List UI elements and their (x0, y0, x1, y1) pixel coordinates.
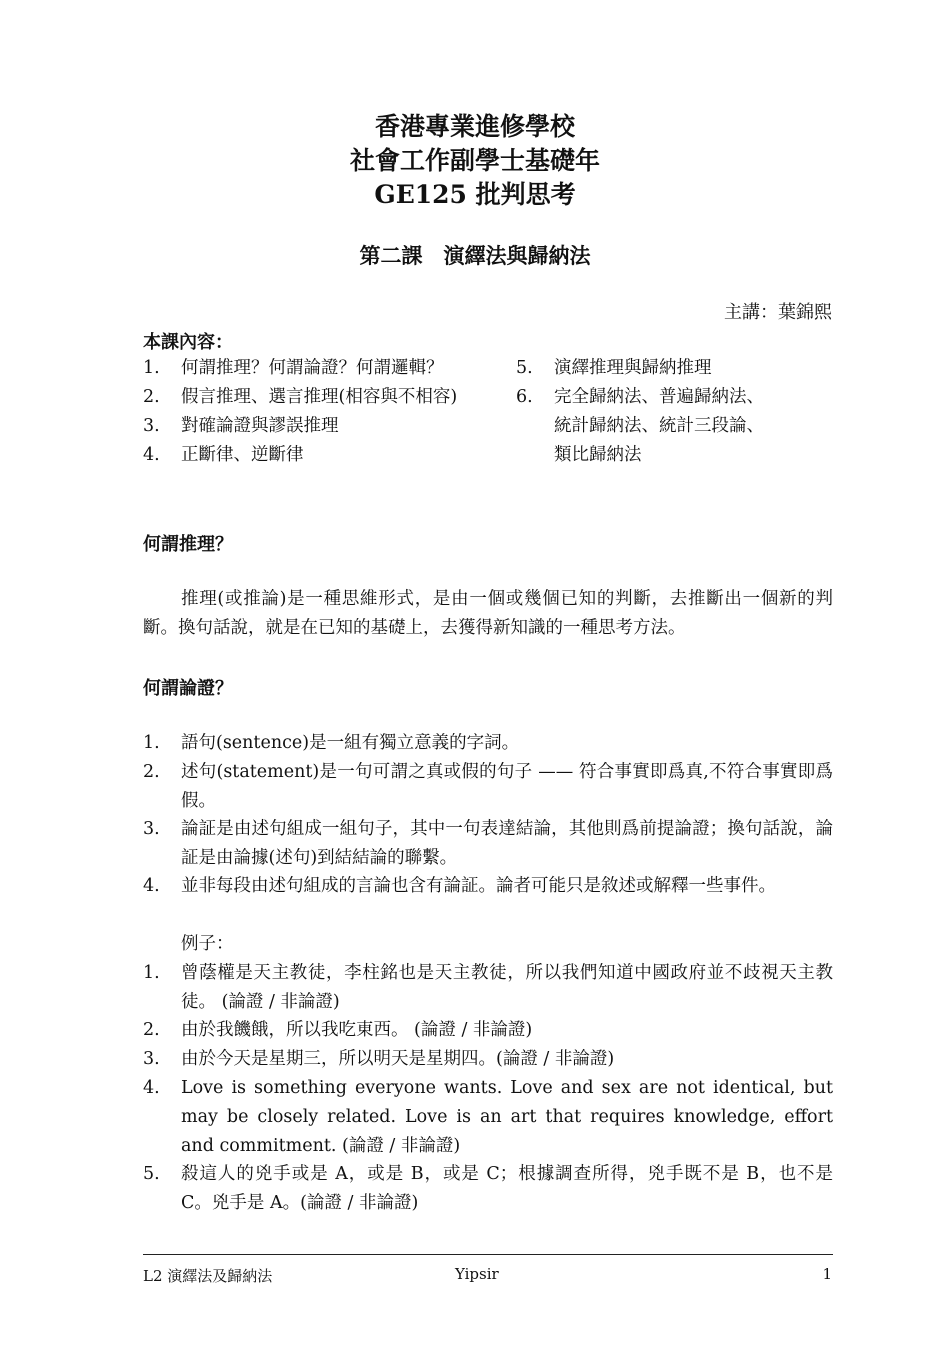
contents-heading: 本課內容： (143, 332, 233, 353)
program-title: 社會工作副學士基礎年 (349, 146, 600, 175)
reasoning-paragraph: 推理(或推論)是一種思維形式，是由一個或幾個已知的判斷，去推斷出一個新的判斷。換句話說，就是在已知的基礎上，去獲得新知識的一種思考方法。 (143, 589, 833, 638)
list-item: 4. 正斷律、逆斷律 (143, 445, 304, 465)
definition-item: 3. 論証是由述句組成一組句子，其中一句表達結論，其他則爲前提論證；換句話說，論証是由論據(述句)到結結論的聯繫。 (143, 819, 833, 868)
list-item: 類比歸納法 (554, 445, 642, 465)
example-item: 3. 由於今天是星期三，所以明天是星期四。(論證 / 非論證) (143, 1049, 615, 1069)
list-item: 2. 假言推理、選言推理(相容與不相容) (143, 387, 458, 407)
example-item: 5. 殺這人的兇手或是 A，或是 B，或是 C；根據調查所得，兇手既不是 B，也不是 C。兇手是 A。(論證 / 非論證) (143, 1164, 833, 1213)
example-item: 4. Love is something everyone wants. Love and sex are not identical, but may be closely related. Love is an art that requires knowledge, effort and commitment. (論證 / 非論證) (143, 1078, 833, 1156)
lesson-title: 第二課 演繹法與歸納法 (359, 243, 591, 268)
definition-item: 2. 述句(statement)是一句可謂之真或假的句子 —— 符合事實即爲真,不符合事實即爲假。 (143, 762, 833, 811)
list-item: 5. 演繹推理與歸納推理 (516, 358, 712, 378)
list-item: 3. 對確論證與謬誤推理 (143, 416, 339, 436)
example-item: 2. 由於我饑餓，所以我吃東西。 (論證 / 非論證) (143, 1020, 533, 1040)
definition-item: 4. 並非每段由述句組成的言論也含有論証。論者可能只是敘述或解釋一些事件。 (143, 876, 776, 896)
list-item: 6. 完全歸納法、普遍歸納法、 (516, 387, 764, 407)
contents-left-list (143, 354, 483, 474)
school-title: 香港專業進修學校 (374, 112, 575, 141)
definition-item: 1. 語句(sentence)是一組有獨立意義的字詞。 (143, 733, 520, 753)
examples-label: 例子： (181, 934, 234, 954)
section-heading-reasoning: 何謂推理？ (143, 534, 233, 555)
list-item: 統計歸納法、統計三段論、 (554, 416, 764, 436)
footer-divider (143, 1254, 833, 1255)
footer-lesson-label: L2 演繹法及歸納法 (143, 1267, 273, 1285)
section-heading-argument: 何謂論證？ (143, 678, 233, 699)
example-item: 1. 曾蔭權是天主教徒，李柱銘也是天主教徒，所以我們知道中國政府並不歧視天主教徒。 (論證 / 非論證) (143, 963, 833, 1012)
course-title: GE125 批判思考 (374, 180, 576, 209)
instructor: 主講：葉錦熙 (724, 302, 832, 323)
footer-author: Yipsir (455, 1265, 499, 1283)
page-number: 1 (822, 1265, 832, 1283)
contents-right-list (516, 354, 833, 474)
list-item: 1. 何謂推理？何謂論證？何謂邏輯？ (143, 358, 444, 378)
